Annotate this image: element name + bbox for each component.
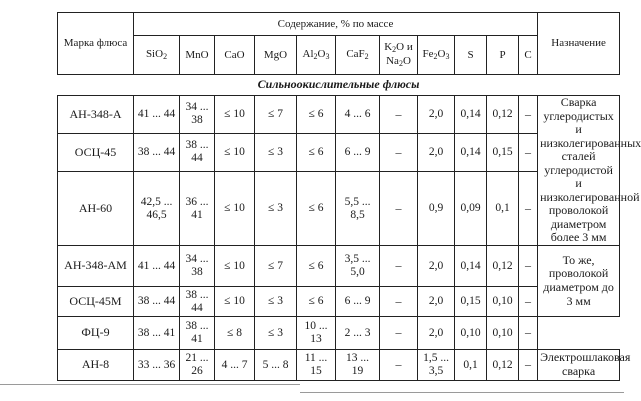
column-header-text: 3 <box>445 52 450 62</box>
value-line: 15 <box>310 365 322 378</box>
value-line: 42,5 ... <box>140 195 173 208</box>
stacked-value <box>186 320 209 346</box>
cell-cao: ≤ 10 <box>215 96 255 134</box>
cell-sio2: 41 ... 44 <box>134 246 180 287</box>
cell-sio2 <box>134 172 180 246</box>
cell-mno <box>180 172 215 246</box>
column-header-line <box>382 55 415 69</box>
table-row <box>58 246 620 287</box>
cell-s: 0,10 <box>455 317 487 350</box>
cell-s: 0,09 <box>455 172 487 246</box>
cell-mgo: ≤ 3 <box>255 133 297 172</box>
stacked-value <box>345 253 371 279</box>
cell-al2o3: ≤ 6 <box>297 133 336 172</box>
cell-fe2o3 <box>418 350 455 381</box>
column-header-mgo <box>255 36 297 75</box>
cell-p: 0,12 <box>487 350 519 381</box>
cell-sio2: 33 ... 36 <box>134 350 180 381</box>
purpose-group2: То же, проволокой диаметром до 3 мм <box>538 246 620 317</box>
value-line: 41 <box>191 333 203 346</box>
column-header-k2o <box>380 36 418 75</box>
column-header-text: 2 <box>398 59 403 68</box>
cell-caf2 <box>336 246 380 287</box>
stacked-value <box>186 253 209 279</box>
value-line: 38 ... <box>185 288 209 301</box>
stacked-value <box>423 352 449 378</box>
value-line: 26 <box>191 365 203 378</box>
flux-brand: АН-348-А <box>58 96 134 134</box>
value-line: 44 <box>191 301 203 314</box>
cell-mgo: ≤ 7 <box>255 96 297 134</box>
stacked-value <box>305 352 328 378</box>
cell-al2o3 <box>297 350 336 381</box>
cell-al2o3: ≤ 6 <box>297 172 336 246</box>
cell-mno <box>180 350 215 381</box>
cell-c: – <box>519 246 538 287</box>
table-row <box>58 96 620 134</box>
cell-fe2o3: 2,0 <box>418 133 455 172</box>
table-row <box>58 172 620 246</box>
flux-brand: АН-348-АМ <box>58 246 134 287</box>
column-header-text: O <box>317 48 326 61</box>
column-header-al2o3 <box>297 36 336 75</box>
column-header-p <box>487 36 519 75</box>
value-line: 41 <box>191 208 203 221</box>
cell-fe2o3: 2,0 <box>418 287 455 317</box>
column-header-text: O <box>402 55 411 67</box>
cell-k2o: – <box>380 246 418 287</box>
column-header-fe2o3 <box>418 36 455 75</box>
value-line: 44 <box>191 152 203 165</box>
cell-p: 0,12 <box>487 246 519 287</box>
cell-caf2 <box>336 350 380 381</box>
stacked-value <box>141 196 173 222</box>
table-row <box>58 133 620 172</box>
cell-caf2: 4 ... 6 <box>336 96 380 134</box>
value-line: 11 ... <box>304 352 328 365</box>
cell-s: 0,15 <box>455 287 487 317</box>
cell-mgo: ≤ 7 <box>255 246 297 287</box>
header-purpose: Назначение <box>538 13 620 75</box>
value-line: 38 <box>191 266 203 279</box>
header-content-group: Содержание, % по массе <box>134 13 538 36</box>
header-brand: Марка флюса <box>58 13 134 75</box>
flux-brand: АН-8 <box>58 350 134 381</box>
cell-sio2: 38 ... 44 <box>134 133 180 172</box>
column-header-sio2 <box>134 36 180 75</box>
flux-brand: АН-60 <box>58 172 134 246</box>
cell-k2o: – <box>380 317 418 350</box>
flux-brand: ФЦ-9 <box>58 317 134 350</box>
column-header-s <box>455 36 487 75</box>
cell-fe2o3: 2,0 <box>418 246 455 287</box>
purpose-group1: Сварка углеродистых и низколегированных сталей углеродистой и низколегированной проволокой диаметром более 3 мм <box>538 96 620 246</box>
cell-fe2o3: 2,0 <box>418 96 455 134</box>
stacked-value <box>186 139 209 165</box>
stacked-value <box>346 352 369 378</box>
cell-al2o3 <box>297 317 336 350</box>
value-line: 1,5 ... <box>423 352 449 365</box>
cell-p: 0,12 <box>487 96 519 134</box>
column-header-text: K <box>384 41 393 54</box>
value-line: 19 <box>351 365 364 378</box>
column-header-line <box>338 48 377 62</box>
cell-cao: ≤ 8 <box>215 317 255 350</box>
cell-caf2: 6 ... 9 <box>336 133 380 172</box>
stacked-value <box>186 352 209 378</box>
cell-s: 0,1 <box>455 350 487 381</box>
bottom-rule-left <box>0 384 300 385</box>
cell-c: – <box>519 350 538 381</box>
column-header-line <box>217 49 252 61</box>
column-header-text: Na <box>386 55 399 67</box>
cell-caf2: 6 ... 9 <box>336 287 380 317</box>
value-line: 38 <box>191 114 203 127</box>
column-header-text: O <box>437 48 446 61</box>
column-header-text: Al <box>302 48 314 61</box>
column-header-text: 2 <box>392 45 397 55</box>
cell-mno <box>180 133 215 172</box>
column-header-row <box>58 36 620 75</box>
section-title: Сильноокислительные флюсы <box>58 75 620 96</box>
cell-mgo: ≤ 3 <box>255 287 297 317</box>
stacked-value <box>345 196 371 222</box>
value-line: 34 ... <box>185 253 209 266</box>
cell-c: – <box>519 287 538 317</box>
column-header-text: MgO <box>263 48 288 61</box>
cell-cao: 4 ... 7 <box>215 350 255 381</box>
value-line: 10 ... <box>304 320 328 333</box>
value-line: 13 ... <box>346 352 369 365</box>
value-line: 8,5 <box>350 208 365 221</box>
column-header-line <box>521 49 535 61</box>
cell-caf2 <box>336 172 380 246</box>
column-header-line <box>457 49 484 61</box>
column-header-text: 2 <box>313 52 318 62</box>
cell-c: – <box>519 133 538 172</box>
column-header-text: 3 <box>325 52 330 62</box>
cell-p: 0,10 <box>487 317 519 350</box>
column-header-text: MnO <box>185 48 209 61</box>
stacked-value <box>186 196 209 222</box>
cell-cao: ≤ 10 <box>215 246 255 287</box>
purpose-group3: Электрошлаковая сварка <box>538 350 620 381</box>
column-header-line <box>382 41 415 55</box>
bottom-rule-right <box>300 392 624 393</box>
column-header-mno <box>180 36 215 75</box>
cell-mno <box>180 96 215 134</box>
cell-sio2: 41 ... 44 <box>134 96 180 134</box>
column-header-text: CaO <box>224 48 245 61</box>
column-header-line <box>489 49 516 61</box>
cell-k2o: – <box>380 133 418 172</box>
cell-sio2: 38 ... 44 <box>134 287 180 317</box>
stacked-value <box>186 101 209 127</box>
stacked-value <box>305 320 328 346</box>
value-line: 46,5 <box>146 208 167 221</box>
column-header-line <box>299 48 333 62</box>
cell-p: 0,1 <box>487 172 519 246</box>
cell-cao: ≤ 10 <box>215 133 255 172</box>
column-header-text: P <box>499 48 506 61</box>
value-line: 13 <box>310 333 322 346</box>
cell-s: 0,14 <box>455 246 487 287</box>
column-header-text: 2 <box>163 52 168 62</box>
cell-c: – <box>519 172 538 246</box>
cell-c: – <box>519 96 538 134</box>
column-header-text: SiO <box>145 48 164 61</box>
flux-brand: ОСЦ-45М <box>58 287 134 317</box>
cell-fe2o3: 2,0 <box>418 317 455 350</box>
value-line: 36 ... <box>185 195 209 208</box>
cell-caf2: 2 ... 3 <box>336 317 380 350</box>
cell-cao: ≤ 10 <box>215 287 255 317</box>
column-header-text: CaF <box>346 48 365 61</box>
cell-mno <box>180 317 215 350</box>
cell-mgo: ≤ 3 <box>255 172 297 246</box>
value-line: 5,5 ... <box>344 195 371 208</box>
cell-fe2o3: 0,9 <box>418 172 455 246</box>
cell-mno <box>180 246 215 287</box>
table-row <box>58 317 620 350</box>
value-line: 38 ... <box>185 139 209 152</box>
cell-cao: ≤ 10 <box>215 172 255 246</box>
value-line: 3,5 <box>428 365 444 378</box>
column-header-text: Fe <box>422 48 434 61</box>
column-header-line <box>182 49 212 61</box>
cell-k2o: – <box>380 350 418 381</box>
cell-p: 0,10 <box>487 287 519 317</box>
cell-al2o3: ≤ 6 <box>297 246 336 287</box>
value-line: 38 ... <box>185 320 209 333</box>
cell-s: 0,14 <box>455 133 487 172</box>
cell-mno <box>180 287 215 317</box>
column-header-text: S <box>467 48 474 61</box>
value-line: 5,0 <box>350 266 365 279</box>
flux-brand: ОСЦ-45 <box>58 133 134 172</box>
column-header-cao <box>215 36 255 75</box>
value-line: 3,5 ... <box>344 253 371 266</box>
cell-k2o: – <box>380 287 418 317</box>
cell-al2o3: ≤ 6 <box>297 96 336 134</box>
cell-p: 0,15 <box>487 133 519 172</box>
column-header-line <box>420 48 452 62</box>
column-header-line <box>136 48 177 62</box>
column-header-text: C <box>524 48 532 61</box>
column-header-caf2 <box>336 36 380 75</box>
cell-sio2: 38 ... 41 <box>134 317 180 350</box>
table-row <box>58 287 620 317</box>
column-header-text: O и <box>396 41 413 54</box>
cell-mgo: 5 ... 8 <box>255 350 297 381</box>
table-row <box>58 350 620 381</box>
cell-mgo: ≤ 3 <box>255 317 297 350</box>
column-header-line <box>257 49 294 61</box>
value-line: 21 ... <box>185 352 209 365</box>
cell-al2o3: ≤ 6 <box>297 287 336 317</box>
cell-k2o: – <box>380 172 418 246</box>
cell-k2o: – <box>380 96 418 134</box>
value-line: 34 ... <box>185 101 209 114</box>
cell-c: – <box>519 317 538 350</box>
flux-composition-table <box>57 12 641 381</box>
column-header-text: 2 <box>364 52 369 62</box>
cell-s: 0,14 <box>455 96 487 134</box>
column-header-text: 2 <box>433 52 438 62</box>
column-header-c <box>519 36 538 75</box>
stacked-value <box>186 289 209 315</box>
